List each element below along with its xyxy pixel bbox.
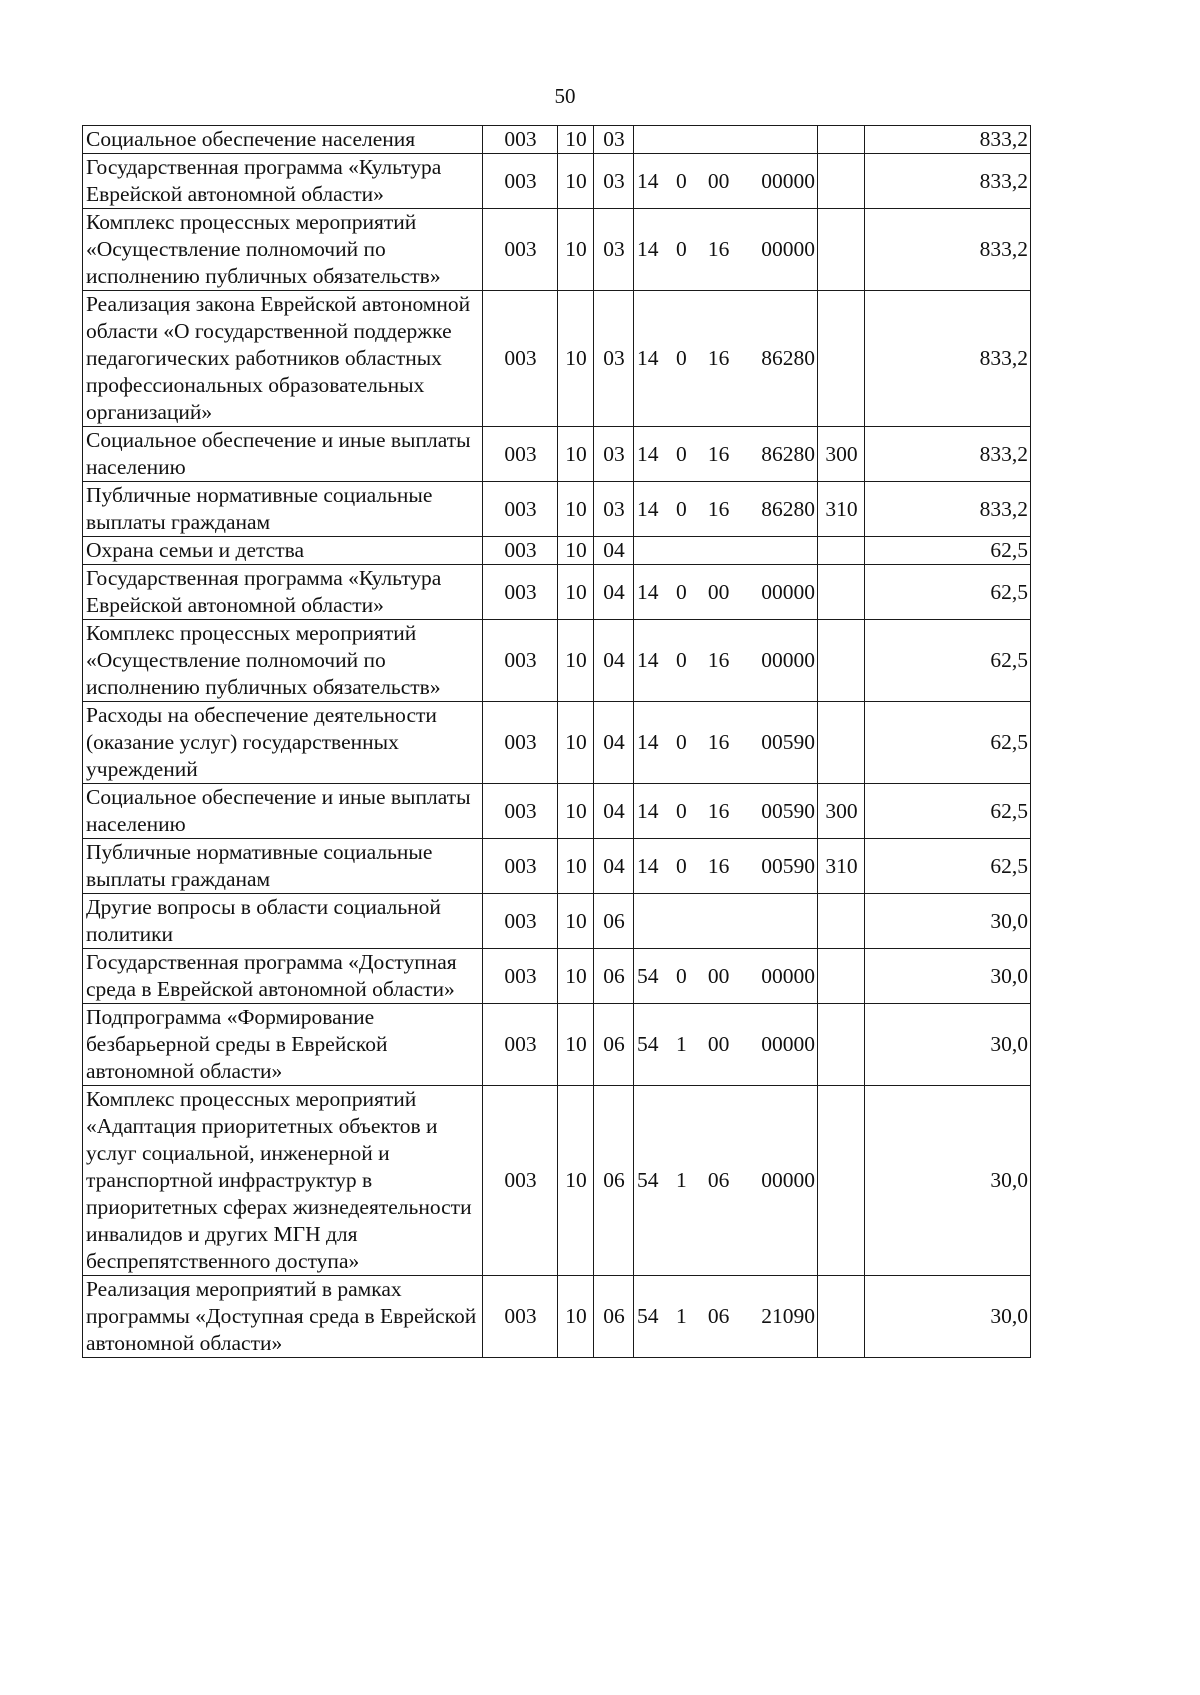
target-article-code-cell	[634, 839, 818, 894]
amount-cell: 62,5	[865, 702, 1031, 784]
section-code-cell: 10	[558, 702, 594, 784]
target-article-code-part: 54	[637, 1032, 659, 1056]
ved-code-cell: 003	[483, 784, 558, 839]
row-name-cell: Социальное обеспечение и иные выплаты населению	[83, 427, 483, 482]
amount-cell: 62,5	[865, 620, 1031, 702]
target-article-code-part: 0	[675, 579, 687, 604]
subsection-code-cell: 03	[594, 126, 634, 154]
subsection-code-cell: 04	[594, 537, 634, 565]
target-article-code	[637, 647, 815, 674]
subsection-code-cell: 04	[594, 702, 634, 784]
row-name-cell: Публичные нормативные социальные выплаты гражданам	[83, 839, 483, 894]
subsection-code-cell: 06	[594, 1004, 634, 1086]
amount-cell: 30,0	[865, 1086, 1031, 1276]
target-article-code-part: 16	[707, 798, 730, 823]
expense-type-cell: 300	[818, 784, 865, 839]
row-name-cell: Публичные нормативные социальные выплаты гражданам	[83, 482, 483, 537]
ved-code-cell: 003	[483, 839, 558, 894]
row-name-cell: Государственная программа «Культура Еврейской автономной области»	[83, 154, 483, 209]
target-article-code-part: 16	[707, 237, 730, 261]
target-article-code-cell	[634, 126, 818, 154]
target-article-code-part: 54	[637, 1168, 659, 1192]
target-article-code-part: 86280	[761, 346, 815, 370]
section-code-cell: 10	[558, 949, 594, 1004]
target-article-code	[637, 441, 815, 468]
amount-cell: 30,0	[865, 1276, 1031, 1358]
target-article-code	[637, 1031, 815, 1058]
target-article-code-part: 0	[675, 441, 687, 466]
expense-type-cell	[818, 154, 865, 209]
target-article-code	[637, 963, 815, 990]
amount-cell: 833,2	[865, 291, 1031, 427]
target-article-code-part: 14	[637, 496, 659, 521]
row-name-cell: Комплекс процессных мероприятий «Осуществление полномочий по исполнению публичных обязательств»	[83, 209, 483, 291]
row-name-cell: Реализация мероприятий в рамках программы «Доступная среда в Еврейской автономной области»	[83, 1276, 483, 1358]
row-name-cell: Комплекс процессных мероприятий «Адаптация приоритетных объектов и услуг социальной, инженерной и транспортной инфраструктур в приоритетных сферах жизнедеятельности инвалидов и других МГН для беспрепятственного доступа»	[83, 1086, 483, 1276]
target-article-code-part: 14	[637, 346, 659, 370]
target-article-code-part: 86280	[761, 496, 815, 521]
section-code-cell: 10	[558, 839, 594, 894]
target-article-code-part: 14	[637, 441, 659, 466]
table-row	[83, 565, 1031, 620]
table-row	[83, 537, 1031, 565]
section-code-cell: 10	[558, 894, 594, 949]
subsection-code-cell: 06	[594, 894, 634, 949]
target-article-code	[637, 729, 815, 756]
target-article-code-part: 00	[707, 579, 730, 604]
target-article-code-cell	[634, 620, 818, 702]
ved-code-cell: 003	[483, 620, 558, 702]
expense-type-cell	[818, 537, 865, 565]
table-body	[83, 126, 1031, 1358]
target-article-code-part: 54	[637, 963, 659, 988]
target-article-code-part: 54	[637, 1304, 659, 1328]
target-article-code-part: 00000	[761, 963, 815, 988]
table-row	[83, 154, 1031, 209]
subsection-code-cell: 04	[594, 565, 634, 620]
target-article-code-part: 14	[637, 168, 659, 193]
target-article-code	[637, 1167, 815, 1194]
row-name-cell: Охрана семьи и детства	[83, 537, 483, 565]
subsection-code-cell: 03	[594, 482, 634, 537]
section-code-cell: 10	[558, 1086, 594, 1276]
subsection-code-cell: 03	[594, 154, 634, 209]
target-article-code-part: 16	[707, 346, 730, 370]
target-article-code-part: 14	[637, 798, 659, 823]
row-name-cell: Государственная программа «Культура Еврейской автономной области»	[83, 565, 483, 620]
row-name-cell: Государственная программа «Доступная среда в Еврейской автономной области»	[83, 949, 483, 1004]
target-article-code-part: 14	[637, 579, 659, 604]
section-code-cell: 10	[558, 126, 594, 154]
target-article-code-cell	[634, 291, 818, 427]
target-article-code-part: 0	[675, 963, 687, 988]
table-row	[83, 1004, 1031, 1086]
target-article-code-part: 00000	[761, 1032, 815, 1056]
target-article-code-cell	[634, 427, 818, 482]
table-row	[83, 126, 1031, 154]
amount-cell: 833,2	[865, 482, 1031, 537]
target-article-code-part: 16	[707, 730, 730, 754]
subsection-code-cell: 03	[594, 209, 634, 291]
amount-cell: 833,2	[865, 126, 1031, 154]
table-row	[83, 784, 1031, 839]
target-article-code-part: 00590	[761, 853, 815, 878]
table-row	[83, 949, 1031, 1004]
target-article-code-part: 1	[675, 1304, 687, 1328]
target-article-code-cell	[634, 482, 818, 537]
amount-cell: 62,5	[865, 784, 1031, 839]
amount-cell: 30,0	[865, 949, 1031, 1004]
target-article-code-part: 00	[707, 1032, 730, 1056]
target-article-code	[637, 496, 815, 523]
target-article-code-part: 14	[637, 237, 659, 261]
target-article-code-part: 00000	[761, 168, 815, 193]
expense-type-cell	[818, 1004, 865, 1086]
expense-type-cell: 310	[818, 482, 865, 537]
section-code-cell: 10	[558, 784, 594, 839]
target-article-code-part: 0	[675, 346, 687, 370]
expense-type-cell	[818, 1276, 865, 1358]
expense-type-cell	[818, 894, 865, 949]
expense-type-cell	[818, 702, 865, 784]
amount-cell: 833,2	[865, 209, 1031, 291]
amount-cell: 30,0	[865, 894, 1031, 949]
target-article-code-part: 0	[675, 798, 687, 823]
target-article-code-part: 00000	[761, 648, 815, 672]
amount-cell: 62,5	[865, 839, 1031, 894]
target-article-code-cell	[634, 1004, 818, 1086]
target-article-code-cell	[634, 154, 818, 209]
target-article-code-cell	[634, 565, 818, 620]
ved-code-cell: 003	[483, 154, 558, 209]
expense-type-cell	[818, 1086, 865, 1276]
target-article-code-part: 00590	[761, 798, 815, 823]
expense-type-cell	[818, 565, 865, 620]
row-name-cell: Комплекс процессных мероприятий «Осуществление полномочий по исполнению публичных обязательств»	[83, 620, 483, 702]
table-row	[83, 427, 1031, 482]
table-row	[83, 894, 1031, 949]
ved-code-cell: 003	[483, 209, 558, 291]
subsection-code-cell: 03	[594, 291, 634, 427]
subsection-code-cell: 04	[594, 839, 634, 894]
budget-table	[82, 125, 1031, 1358]
ved-code-cell: 003	[483, 894, 558, 949]
ved-code-cell: 003	[483, 1004, 558, 1086]
amount-cell: 833,2	[865, 154, 1031, 209]
table-row	[83, 1086, 1031, 1276]
target-article-code-part: 0	[675, 730, 687, 754]
ved-code-cell: 003	[483, 1276, 558, 1358]
subsection-code-cell: 04	[594, 784, 634, 839]
target-article-code	[637, 1303, 815, 1330]
target-article-code-part: 0	[675, 853, 687, 878]
ved-code-cell: 003	[483, 126, 558, 154]
row-name-cell: Социальное обеспечение и иные выплаты населению	[83, 784, 483, 839]
target-article-code-part: 0	[675, 168, 687, 193]
ved-code-cell: 003	[483, 1086, 558, 1276]
table-row	[83, 702, 1031, 784]
ved-code-cell: 003	[483, 949, 558, 1004]
section-code-cell: 10	[558, 482, 594, 537]
section-code-cell: 10	[558, 620, 594, 702]
expense-type-cell	[818, 126, 865, 154]
expense-type-cell	[818, 291, 865, 427]
amount-cell: 833,2	[865, 427, 1031, 482]
target-article-code-part: 1	[675, 1168, 687, 1192]
section-code-cell: 10	[558, 565, 594, 620]
target-article-code-cell	[634, 894, 818, 949]
target-article-code-part: 86280	[761, 441, 815, 466]
target-article-code-part: 00000	[761, 579, 815, 604]
target-article-code-part: 16	[707, 853, 730, 878]
row-name-cell: Подпрограмма «Формирование безбарьерной среды в Еврейской автономной области»	[83, 1004, 483, 1086]
expense-type-cell: 310	[818, 839, 865, 894]
expense-type-cell: 300	[818, 427, 865, 482]
amount-cell: 62,5	[865, 565, 1031, 620]
target-article-code	[637, 579, 815, 606]
target-article-code	[637, 345, 815, 372]
target-article-code-part: 0	[675, 496, 687, 521]
table-row	[83, 482, 1031, 537]
target-article-code-cell	[634, 784, 818, 839]
target-article-code-part: 14	[637, 648, 659, 672]
table-row	[83, 1276, 1031, 1358]
section-code-cell: 10	[558, 209, 594, 291]
target-article-code-part: 16	[707, 496, 730, 521]
table-row	[83, 620, 1031, 702]
target-article-code-cell	[634, 209, 818, 291]
section-code-cell: 10	[558, 427, 594, 482]
table-row	[83, 209, 1031, 291]
target-article-code-part: 00	[707, 168, 730, 193]
expense-type-cell	[818, 209, 865, 291]
target-article-code-part: 06	[707, 1304, 730, 1328]
section-code-cell: 10	[558, 291, 594, 427]
section-code-cell: 10	[558, 1276, 594, 1358]
target-article-code-part: 0	[675, 237, 687, 261]
target-article-code-part: 00	[707, 963, 730, 988]
target-article-code-part: 14	[637, 730, 659, 754]
expense-type-cell	[818, 620, 865, 702]
target-article-code	[637, 853, 815, 880]
ved-code-cell: 003	[483, 482, 558, 537]
subsection-code-cell: 06	[594, 1086, 634, 1276]
section-code-cell: 10	[558, 1004, 594, 1086]
target-article-code-part: 1	[675, 1032, 687, 1056]
target-article-code-part: 00000	[761, 237, 815, 261]
target-article-code	[637, 168, 815, 195]
ved-code-cell: 003	[483, 537, 558, 565]
target-article-code-part: 21090	[761, 1304, 815, 1328]
target-article-code	[637, 236, 815, 263]
ved-code-cell: 003	[483, 702, 558, 784]
target-article-code-part: 06	[707, 1168, 730, 1192]
target-article-code-part: 00590	[761, 730, 815, 754]
amount-cell: 62,5	[865, 537, 1031, 565]
target-article-code-cell	[634, 1276, 818, 1358]
subsection-code-cell: 06	[594, 1276, 634, 1358]
ved-code-cell: 003	[483, 291, 558, 427]
table-row	[83, 291, 1031, 427]
target-article-code-part: 00000	[761, 1168, 815, 1192]
amount-cell: 30,0	[865, 1004, 1031, 1086]
target-article-code-part: 0	[675, 648, 687, 672]
subsection-code-cell: 06	[594, 949, 634, 1004]
subsection-code-cell: 03	[594, 427, 634, 482]
section-code-cell: 10	[558, 537, 594, 565]
target-article-code-cell	[634, 702, 818, 784]
target-article-code-part: 16	[707, 648, 730, 672]
subsection-code-cell: 04	[594, 620, 634, 702]
ved-code-cell: 003	[483, 565, 558, 620]
page-number: 50	[554, 84, 576, 108]
row-name-cell: Расходы на обеспечение деятельности (оказание услуг) государственных учреждений	[83, 702, 483, 784]
row-name-cell: Другие вопросы в области социальной политики	[83, 894, 483, 949]
target-article-code-part: 16	[707, 441, 730, 466]
section-code-cell: 10	[558, 154, 594, 209]
ved-code-cell: 003	[483, 427, 558, 482]
row-name-cell: Социальное обеспечение населения	[83, 126, 483, 154]
target-article-code	[637, 798, 815, 825]
target-article-code-cell	[634, 537, 818, 565]
expense-type-cell	[818, 949, 865, 1004]
target-article-code-cell	[634, 949, 818, 1004]
target-article-code-cell	[634, 1086, 818, 1276]
target-article-code-part: 14	[637, 853, 659, 878]
row-name-cell: Реализация закона Еврейской автономной области «О государственной поддержке педагогических работников областных профессиональных образовательных организаций»	[83, 291, 483, 427]
table-row	[83, 839, 1031, 894]
